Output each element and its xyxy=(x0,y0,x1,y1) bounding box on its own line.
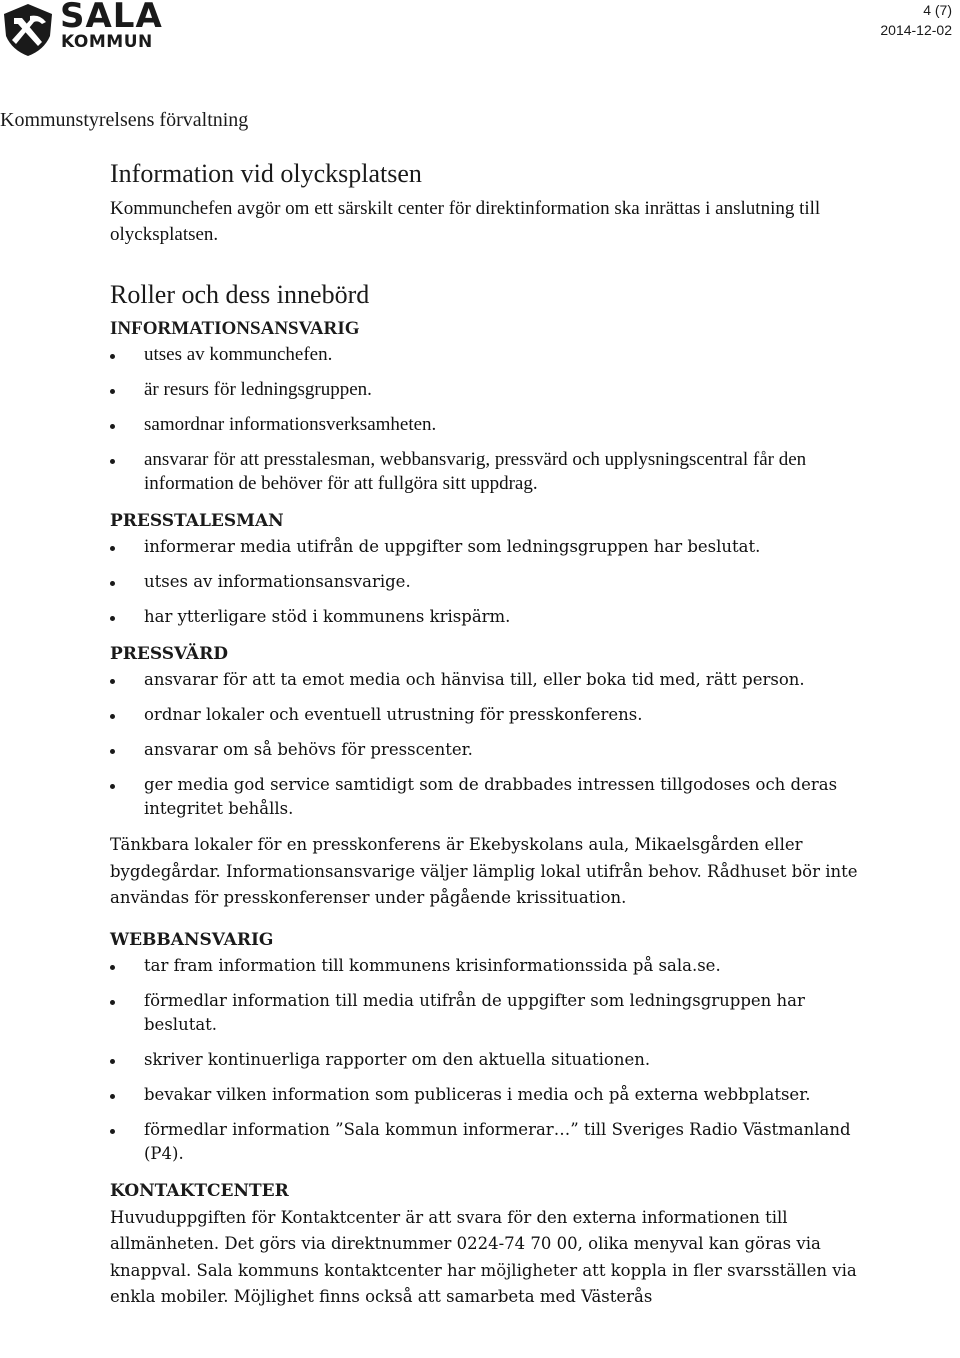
list-item: ansvarar för att ta emot media och hänvisa till, eller boka tid med, rätt person. xyxy=(110,668,870,692)
info-paragraph: Kommunchefen avgör om ett särskilt center för direktinformation ska inrättas i anslutning till olycksplatsen. xyxy=(110,198,821,245)
list-item: förmedlar information till media utifrån de uppgifter som ledningsgruppen har beslutat. xyxy=(110,989,870,1037)
section-title-informationsansvarig: INFORMATIONSANSVARIG xyxy=(110,318,360,339)
sala-kommun-logo xyxy=(0,0,163,60)
page-info xyxy=(880,0,952,40)
section-title-pressvard: PRESSVÄRD xyxy=(110,644,228,664)
list-item: utses av informationsansvarige. xyxy=(110,570,870,594)
section-title-presstalesman: PRESSTALESMAN xyxy=(110,511,284,531)
list-item: samordnar informationsverksamheten. xyxy=(110,413,870,437)
list-item: har ytterligare stöd i kommunens krispärm. xyxy=(110,605,870,629)
heading-information: Information vid olycksplatsen xyxy=(110,159,422,188)
list-item: ansvarar om så behövs för presscenter. xyxy=(110,738,870,762)
pressvard-paragraph: Tänkbara lokaler för en presskonferens är Ekebyskolans aula, Mikaelsgården eller bygdegårdar. Informationsansvarige väljer lämplig lokal utifrån behov. Rådhuset bör inte användas för presskonferenser under pågående krissituation. xyxy=(110,835,858,907)
page-number: 4 (7) xyxy=(923,2,952,18)
logo-text-kommun: KOMMUN xyxy=(61,32,153,52)
list-presstalesman xyxy=(110,535,870,629)
list-item: utses av kommunchefen. xyxy=(110,343,870,367)
list-item: ger media god service samtidigt som de drabbades intressen tillgodoses och deras integritet behålls. xyxy=(110,773,870,821)
list-item: ansvarar för att presstalesman, webbansvarig, pressvärd och upplysningscentral får den information de behöver för att fullgöra sitt uppdrag. xyxy=(110,448,870,496)
section-title-webbansvarig: WEBBANSVARIG xyxy=(110,929,274,950)
list-item: informerar media utifrån de uppgifter som ledningsgruppen har beslutat. xyxy=(110,535,870,559)
document-body xyxy=(110,156,870,1311)
list-item: tar fram information till kommunens krisinformationssida på sala.se. xyxy=(110,954,870,978)
logo-text-sala: SALA xyxy=(60,0,163,36)
kontaktcenter-paragraph: Huvuduppgiften för Kontaktcenter är att svara för den externa informationen till allmänheten. Det görs via direktnummer 0224-74 70 00, olika menyval kan göras via knappval. Sala kommuns kontaktcenter har möjligheter att koppla in fler svarsställen via enkla mobiler. Möjlighet finns också att samarbeta med Västerås xyxy=(110,1207,857,1306)
list-webbansvarig xyxy=(110,954,870,1166)
list-item: är resurs för ledningsgruppen. xyxy=(110,378,870,402)
heading-roles: Roller och dess innebörd xyxy=(110,280,370,309)
document-date: 2014-12-02 xyxy=(880,22,952,38)
department-name: Kommunstyrelsens förvaltning xyxy=(0,109,249,131)
hammer-pick-shield-icon xyxy=(0,2,56,58)
list-item: ordnar lokaler och eventuell utrustning för presskonferens. xyxy=(110,703,870,727)
list-item: bevakar vilken information som publiceras i media och på externa webbplatser. xyxy=(110,1083,870,1107)
list-item: förmedlar information ”Sala kommun informerar…” till Sveriges Radio Västmanland (P4). xyxy=(110,1118,870,1166)
list-item: skriver kontinuerliga rapporter om den aktuella situationen. xyxy=(110,1048,870,1072)
list-pressvard xyxy=(110,668,870,821)
list-informationsansvarig xyxy=(110,343,870,496)
section-title-kontaktcenter: KONTAKTCENTER xyxy=(110,1180,289,1201)
